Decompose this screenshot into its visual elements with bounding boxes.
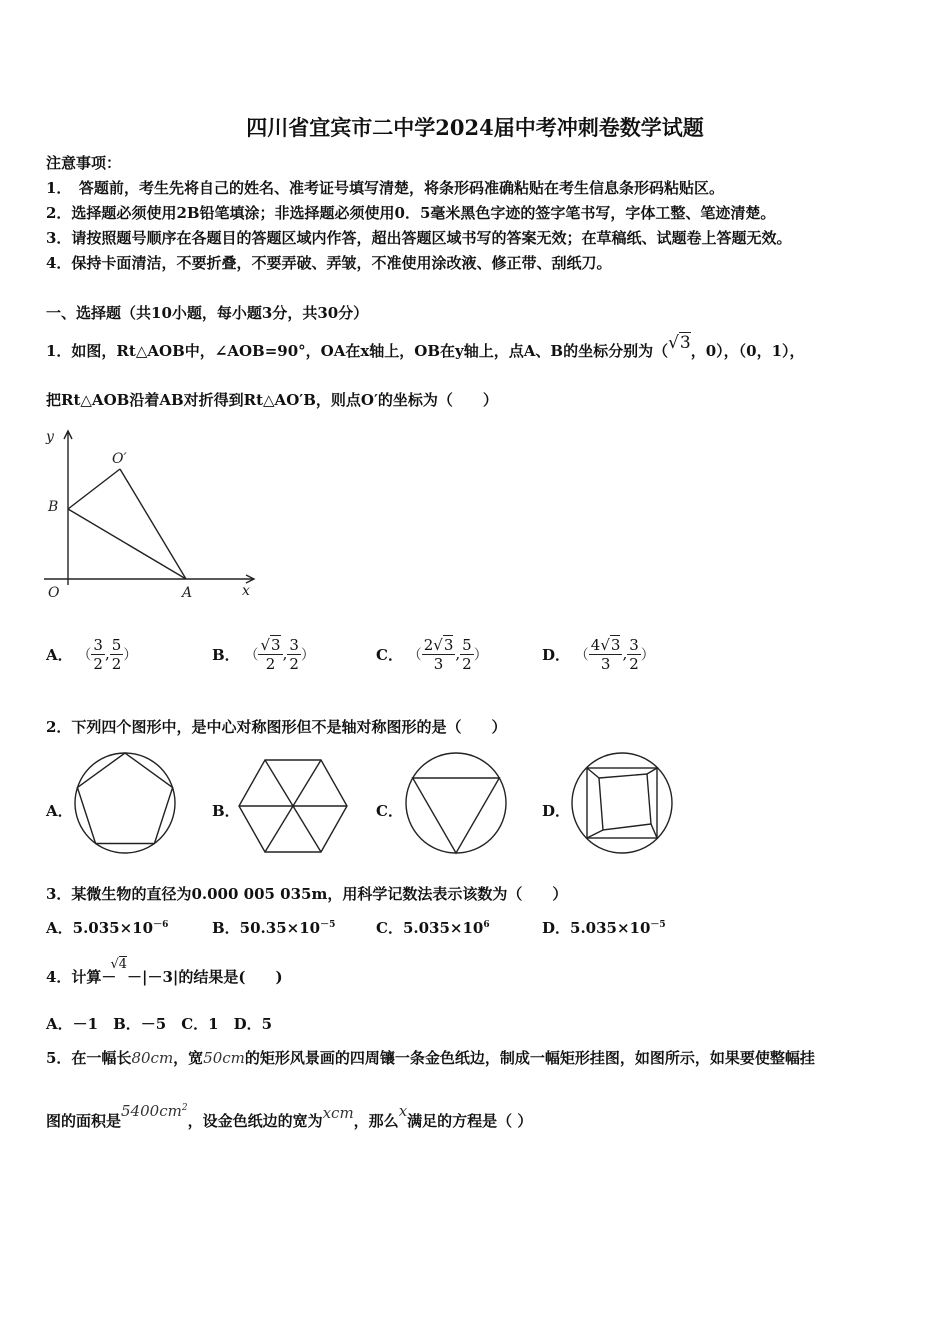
q1-option-a[interactable]: A． （ $\frac{3}{2}$ , $\frac{5}{2}$ ） (46, 636, 138, 673)
q2-label-b[interactable]: B． (212, 802, 240, 820)
sqrt3: √3 (668, 333, 691, 353)
label-O: O (48, 585, 60, 601)
q2-figure-d[interactable] (569, 750, 675, 856)
label-y: y (46, 429, 54, 445)
label-B: B (48, 499, 59, 515)
q4-stem: 4．计算－√4－|－3|的结果是( ) (46, 957, 283, 986)
q1-stem-line1: 1．如图，Rt△AOB中，∠AOB=90°，OA在x轴上，OB在y轴上，点A、B的坐标分别为（√3，0），（0，1）， (46, 333, 805, 360)
q5-stem-line1: 5．在一幅长80cm，宽50cm的矩形风景画的四周镶一条金色纸边，制成一幅矩形挂图，如图所示，如果要使整幅挂 (46, 1049, 815, 1067)
circle (406, 753, 506, 853)
segment-BA (68, 509, 186, 579)
q1-stem-line2: 把Rt△AOB沿着AB对折得到Rt△AO′B，则点O′的坐标为（ ） (46, 391, 498, 409)
q3-option-b[interactable]: B．$50.35\times 10^{-5}$ (212, 919, 336, 937)
q2-label-d[interactable]: D． (542, 802, 571, 820)
section-heading: 一、选择题（共10小题，每小题3分，共30分） (46, 304, 369, 322)
segment-BO-prime (68, 469, 120, 509)
q5-stem-line2: 图的面积是$5400cm^2$，设金色纸边的宽为xcm，那么x满足的方程是（ ） (46, 1102, 533, 1130)
q3-option-a[interactable]: A．$5.035\times 10^{-6}$ (46, 919, 169, 937)
notice-item-2: 2．选择题必须使用2B铅笔填涂；非选择题必须使用0．5毫米黑色字迹的签字笔书写，字体工整、笔迹清楚。 (46, 204, 776, 222)
q2-figure-b[interactable] (237, 758, 349, 854)
label-x: x (242, 583, 250, 599)
q1-option-b[interactable]: B． （ $\frac{√3}{2}$ , $\frac{3}{2}$ ） (212, 636, 315, 673)
q3-option-c[interactable]: C．$5.035\times 10^6$ (376, 919, 490, 937)
inverted-triangle (413, 778, 500, 853)
q1-option-c[interactable]: C． （ $\frac{2√3}{3}$ , $\frac{5}{2}$ ） (376, 636, 488, 673)
q1-option-d[interactable]: D． （ $\frac{4√3}{3}$ , $\frac{3}{2}$ ） (542, 636, 655, 673)
q2-figure-c[interactable] (403, 750, 509, 856)
page-title: 四川省宜宾市二中学2024届中考冲刺卷数学试题 (246, 115, 704, 140)
label-O-prime: O′ (112, 451, 127, 467)
notice-item-4: 4．保持卡面清洁，不要折叠，不要弄破、弄皱，不准使用涂改液、修正带、刮纸刀。 (46, 254, 612, 272)
notice-item-1: 1． 答题前，考生先将自己的姓名、准考证号填写清楚，将条形码准确粘贴在考生信息条形码粘贴区。 (46, 179, 724, 197)
notice-heading: 注意事项： (46, 154, 122, 172)
q4-options[interactable]: A．－1 B．－5 C．1 D．5 (46, 1015, 273, 1033)
segment-O-prime-A (120, 469, 186, 579)
q3-option-d[interactable]: D．$5.035\times 10^{-5}$ (542, 919, 666, 937)
q1-figure (40, 425, 260, 610)
q2-label-a[interactable]: A． (46, 802, 73, 820)
label-A: A (182, 585, 193, 601)
inner-square (599, 774, 651, 830)
q2-figure-a[interactable] (72, 750, 178, 856)
q2-stem: 2．下列四个图形中，是中心对称图形但不是轴对称图形的是（ ） (46, 718, 507, 736)
circle (75, 753, 175, 853)
q2-label-c[interactable]: C． (376, 802, 403, 820)
sqrt4: √4 (110, 957, 128, 972)
notice-item-3: 3．请按照题号顺序在各题目的答题区域内作答，超出答题区域书写的答案无效；在草稿纸、试题卷上答题无效。 (46, 229, 792, 247)
q3-stem: 3．某微生物的直径为0.000 005 035m，用科学记数法表示该数为（ ） (46, 885, 568, 903)
